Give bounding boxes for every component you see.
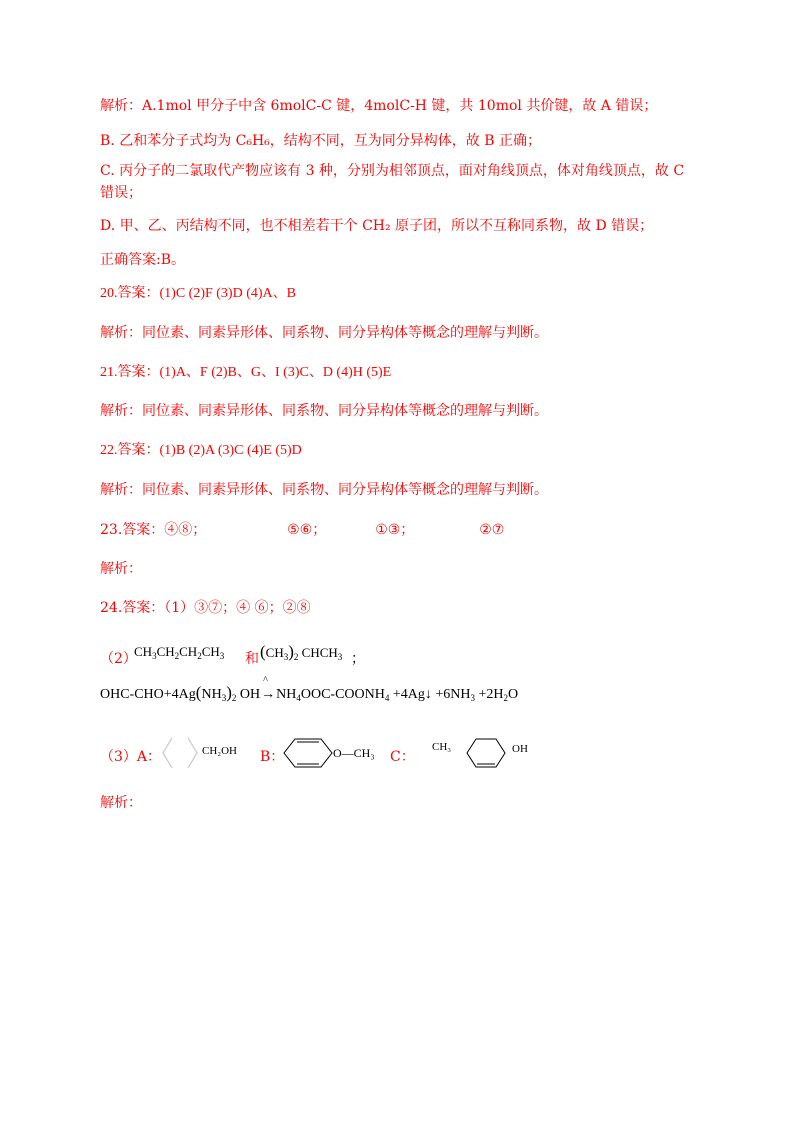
q23-label: 23.答案：④⑧；: [100, 522, 207, 538]
q24-part3-label-c: C：: [390, 749, 415, 765]
q23-analysis: 解析：: [100, 561, 142, 577]
q23-answer-3: ①③；: [375, 522, 415, 538]
structure-c-methyl: CH₃: [432, 741, 452, 753]
heat-arrow: ^ →: [261, 675, 276, 702]
analysis-line-d: D. 甲、乙、丙结构不同，也不相差若干个 CH₂ 原子团，所以不互称同系物，故 D 错误；: [100, 218, 654, 234]
and-word: 和: [245, 651, 259, 667]
analysis-line-b: B. 乙和苯分子式均为 C₆H₆，结构不同，互为同分异构体，故 B 正确；: [100, 133, 541, 149]
q24-part3-label-b: B：: [260, 749, 285, 765]
q24-analysis: 解析：: [100, 795, 142, 811]
q22-analysis: 解析：同位素、同素异形体、同系物、同分异构体等概念的理解与判断。: [100, 482, 548, 498]
analysis-line-c: C. 丙分子的二氯取代产物应该有 3 种，分别为相邻顶点，面对角线顶点，体对角线顶点，故 C 错误；: [100, 163, 685, 201]
q23-answer-4: ②⑦: [479, 522, 505, 538]
q24-part3-label-a: （3）A：: [100, 749, 162, 765]
q23-answer-2: ⑤⑥；: [287, 522, 327, 538]
cyclohexadiene-ring-a: [160, 736, 200, 770]
structure-a-group: CH₂OH: [202, 745, 238, 757]
q22-answer: 22.答案：(1)B (2)A (3)C (4)E (5)D: [100, 443, 302, 458]
structure-c-hydroxyl: OH: [512, 743, 528, 755]
benzene-ring-b: [283, 736, 333, 770]
q20-answer: 20.答案：(1)C (2)F (3)D (4)A、B: [100, 286, 296, 301]
benzene-ring-c: [466, 736, 506, 770]
structure-b-group: O—CH₃: [333, 746, 375, 760]
isobutane-formula: $(CH_3)_2$ $CHCH_3$: [260, 642, 343, 662]
analysis-line-a: 解析：A.1mol 甲分子中含 6molC-C 键，4molC-H 键，共 10mol 共价键，故 A 错误；: [100, 98, 658, 114]
butane-formula: $CH_3CH_2CH_2CH_3$: [134, 644, 225, 661]
p2-semicolon: ；: [351, 651, 365, 667]
q20-analysis: 解析：同位素、同素异形体、同系物、同分异构体等概念的理解与判断。: [100, 325, 548, 341]
q24-part1-answer: 24.答案：（1）③⑦；④ ⑥；②⑧: [100, 600, 311, 616]
q24-part2-label: （2）: [100, 651, 137, 667]
q23-answer: [100, 521, 504, 539]
correct-answer: 正确答案:B。: [100, 252, 186, 268]
q21-analysis: 解析：同位素、同素异形体、同系物、同分异构体等概念的理解与判断。: [100, 403, 548, 419]
silver-mirror-equation: OHC-$CHO+4Ag(NH_3)_2$ OH ^ $\to NH_4OOC-COONH_4$ +4Ag↓ $+6NH_3 +2H_2O$: [100, 675, 519, 703]
q21-answer: 21.答案：(1)A、F (2)B、G、I (3)C、D (4)H (5)E: [100, 365, 392, 380]
